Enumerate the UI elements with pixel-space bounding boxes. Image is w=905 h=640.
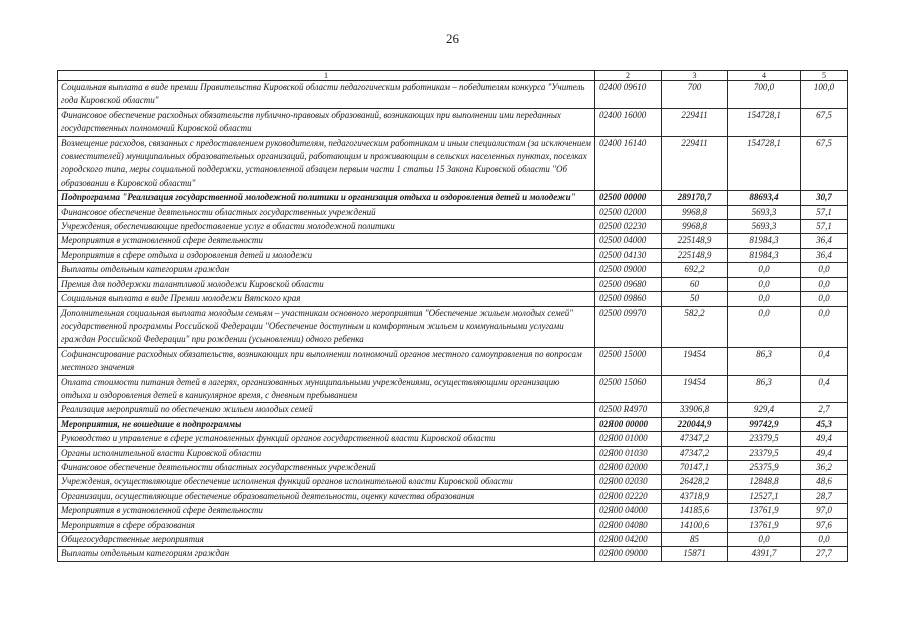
- row-actual-amount: 5693,3: [728, 205, 801, 219]
- row-plan-amount: 700: [662, 81, 728, 109]
- row-code: 02500 09970: [595, 306, 662, 347]
- row-description: Организации, осуществляющие обеспечение образовательной деятельности, оценку качества образования: [58, 489, 595, 503]
- table-row: [58, 446, 848, 460]
- row-actual-amount: 700,0: [728, 81, 801, 109]
- row-execution-percent: 49,4: [801, 432, 848, 446]
- row-description: Мероприятия в установленной сфере деятельности: [58, 504, 595, 518]
- row-description: Мероприятия, не вошедшие в подпрограммы: [58, 417, 595, 431]
- row-actual-amount: 23379,5: [728, 432, 801, 446]
- row-actual-amount: 0,0: [728, 533, 801, 547]
- row-code: 02400 09610: [595, 81, 662, 109]
- row-actual-amount: 86,3: [728, 375, 801, 403]
- row-code: 02500 R4970: [595, 403, 662, 417]
- row-code: 02Я00 00000: [595, 417, 662, 431]
- table-row: [58, 417, 848, 431]
- page-number: 26: [446, 31, 459, 46]
- row-actual-amount: 86,3: [728, 347, 801, 375]
- row-execution-percent: 97,0: [801, 504, 848, 518]
- row-actual-amount: 25375,9: [728, 460, 801, 474]
- row-actual-amount: 154728,1: [728, 136, 801, 191]
- row-actual-amount: 13761,9: [728, 504, 801, 518]
- row-code: 02Я00 09000: [595, 547, 662, 561]
- table-row: [58, 136, 848, 191]
- row-execution-percent: 49,4: [801, 446, 848, 460]
- row-code: 02400 16000: [595, 108, 662, 136]
- row-code: 02500 09000: [595, 263, 662, 277]
- row-actual-amount: 0,0: [728, 292, 801, 306]
- row-execution-percent: 67,5: [801, 108, 848, 136]
- row-plan-amount: 43718,9: [662, 489, 728, 503]
- row-actual-amount: 81984,3: [728, 234, 801, 248]
- row-code: 02Я00 04200: [595, 533, 662, 547]
- row-code: 02500 02000: [595, 205, 662, 219]
- row-code: 02400 16140: [595, 136, 662, 191]
- row-description: Учреждения, обеспечивающие предоставление услуг в области молодежной политики: [58, 220, 595, 234]
- row-execution-percent: 30,7: [801, 191, 848, 205]
- row-execution-percent: 2,7: [801, 403, 848, 417]
- row-actual-amount: 12848,8: [728, 475, 801, 489]
- row-execution-percent: 0,0: [801, 277, 848, 291]
- table-row: [58, 220, 848, 234]
- table-row: [58, 81, 848, 109]
- row-plan-amount: 60: [662, 277, 728, 291]
- table-row: [58, 533, 848, 547]
- row-execution-percent: 0,0: [801, 263, 848, 277]
- row-plan-amount: 692,2: [662, 263, 728, 277]
- row-description: Финансовое обеспечение деятельности областных государственных учреждений: [58, 205, 595, 219]
- row-code: 02Я00 04080: [595, 518, 662, 532]
- row-code: 02500 00000: [595, 191, 662, 205]
- row-execution-percent: 57,1: [801, 205, 848, 219]
- row-plan-amount: 47347,2: [662, 446, 728, 460]
- header-cell-percent: 5: [801, 71, 848, 81]
- row-actual-amount: 929,4: [728, 403, 801, 417]
- table-row: [58, 234, 848, 248]
- header-cell-plan: 3: [662, 71, 728, 81]
- row-execution-percent: 0,4: [801, 375, 848, 403]
- table-row: [58, 205, 848, 219]
- row-execution-percent: 45,3: [801, 417, 848, 431]
- row-plan-amount: 9968,8: [662, 220, 728, 234]
- row-description: Руководство и управление в сфере установленных функций органов государственной власти Кировской области: [58, 432, 595, 446]
- row-execution-percent: 48,6: [801, 475, 848, 489]
- row-actual-amount: 12527,1: [728, 489, 801, 503]
- row-execution-percent: 97,6: [801, 518, 848, 532]
- row-code: 02500 04000: [595, 234, 662, 248]
- row-description: Реализация мероприятий по обеспечению жильем молодых семей: [58, 403, 595, 417]
- row-execution-percent: 0,0: [801, 533, 848, 547]
- budget-table: [57, 70, 848, 562]
- row-plan-amount: 47347,2: [662, 432, 728, 446]
- table-row: [58, 248, 848, 262]
- row-description: Выплаты отдельным категориям граждан: [58, 547, 595, 561]
- table-row: [58, 191, 848, 205]
- table-row: [58, 292, 848, 306]
- row-code: 02Я00 02220: [595, 489, 662, 503]
- table-row: [58, 475, 848, 489]
- row-plan-amount: 229411: [662, 108, 728, 136]
- row-actual-amount: 0,0: [728, 277, 801, 291]
- row-actual-amount: 81984,3: [728, 248, 801, 262]
- table-row: [58, 347, 848, 375]
- row-plan-amount: 15871: [662, 547, 728, 561]
- table-header-row: [58, 71, 848, 81]
- row-plan-amount: 229411: [662, 136, 728, 191]
- row-description: Социальная выплата в виде Премии молодежи Вятского края: [58, 292, 595, 306]
- row-execution-percent: 67,5: [801, 136, 848, 191]
- row-code: 02Я00 04000: [595, 504, 662, 518]
- row-plan-amount: 70147,1: [662, 460, 728, 474]
- row-plan-amount: 582,2: [662, 306, 728, 347]
- row-plan-amount: 9968,8: [662, 205, 728, 219]
- row-description: Дополнительная социальная выплата молодым семьям – участникам основного мероприятия "Обеспечение жильем молодых семей" государственной программы Российской Федерации "Обеспечение доступным и комфортным жильем и коммунальными услугами граждан Российской Федерации" при рождении (усыновлении) одного ребенка: [58, 306, 595, 347]
- row-plan-amount: 19454: [662, 347, 728, 375]
- table-row: [58, 375, 848, 403]
- row-plan-amount: 289170,7: [662, 191, 728, 205]
- row-execution-percent: 28,7: [801, 489, 848, 503]
- row-plan-amount: 50: [662, 292, 728, 306]
- row-code: 02Я00 01000: [595, 432, 662, 446]
- row-actual-amount: 5693,3: [728, 220, 801, 234]
- row-actual-amount: 0,0: [728, 263, 801, 277]
- table-row: [58, 306, 848, 347]
- table-row: [58, 432, 848, 446]
- row-description: Выплаты отдельным категориям граждан: [58, 263, 595, 277]
- row-execution-percent: 0,0: [801, 292, 848, 306]
- row-plan-amount: 14185,6: [662, 504, 728, 518]
- row-description: Оплата стоимости питания детей в лагерях, организованных муниципальными учреждениями, осуществляющими организацию отдыха и оздоровления детей в каникулярное время, с дневным пребыванием: [58, 375, 595, 403]
- header-cell-actual: 4: [728, 71, 801, 81]
- row-description: Финансовое обеспечение расходных обязательств публично-правовых образований, возникающих при выполнении ими переданных государственных полномочий Кировской области: [58, 108, 595, 136]
- table-row: [58, 263, 848, 277]
- row-code: 02Я00 01030: [595, 446, 662, 460]
- row-code: 02Я00 02000: [595, 460, 662, 474]
- row-code: 02500 09860: [595, 292, 662, 306]
- row-code: 02500 15060: [595, 375, 662, 403]
- row-description: Софинансирование расходных обязательств, возникающих при выполнении полномочий органов местного самоуправления по вопросам местного значения: [58, 347, 595, 375]
- table-row: [58, 547, 848, 561]
- row-execution-percent: 57,1: [801, 220, 848, 234]
- table-row: [58, 403, 848, 417]
- row-execution-percent: 0,0: [801, 306, 848, 347]
- row-actual-amount: 13761,9: [728, 518, 801, 532]
- row-execution-percent: 36,4: [801, 248, 848, 262]
- row-plan-amount: 14100,6: [662, 518, 728, 532]
- table-row: [58, 108, 848, 136]
- row-plan-amount: 19454: [662, 375, 728, 403]
- row-plan-amount: 26428,2: [662, 475, 728, 489]
- row-description: Мероприятия в установленной сфере деятельности: [58, 234, 595, 248]
- row-description: Возмещение расходов, связанных с предоставлением руководителям, педагогическим работникам и иным специалистам (за исключением совместителей) муниципальных образовательных организаций, работающим и проживающим в сельских населенных пунктах, поселках городского типа, меры социальной поддержки, установленной абзацем первым части 1 статьи 15 Закона Кировской области "Об образовании в Кировской области": [58, 136, 595, 191]
- row-description: Мероприятия в сфере образования: [58, 518, 595, 532]
- table-row: [58, 489, 848, 503]
- row-actual-amount: 99742,9: [728, 417, 801, 431]
- row-plan-amount: 225148,9: [662, 234, 728, 248]
- row-execution-percent: 27,7: [801, 547, 848, 561]
- row-plan-amount: 225148,9: [662, 248, 728, 262]
- header-cell-description: 1: [58, 71, 595, 81]
- row-execution-percent: 100,0: [801, 81, 848, 109]
- row-execution-percent: 0,4: [801, 347, 848, 375]
- row-actual-amount: 4391,7: [728, 547, 801, 561]
- row-description: Премия для поддержки талантливой молодежи Кировской области: [58, 277, 595, 291]
- row-description: Учреждения, осуществляющие обеспечение исполнения функций органов исполнительной власти Кировской области: [58, 475, 595, 489]
- row-execution-percent: 36,2: [801, 460, 848, 474]
- row-actual-amount: 23379,5: [728, 446, 801, 460]
- row-description: Социальная выплата в виде премии Правительства Кировской области педагогическим работникам – победителям конкурса "Учитель года Кировской области": [58, 81, 595, 109]
- row-execution-percent: 36,4: [801, 234, 848, 248]
- row-plan-amount: 33906,8: [662, 403, 728, 417]
- row-actual-amount: 154728,1: [728, 108, 801, 136]
- table-row: [58, 460, 848, 474]
- row-actual-amount: 88693,4: [728, 191, 801, 205]
- row-code: 02500 09680: [595, 277, 662, 291]
- row-description: Органы исполнительной власти Кировской области: [58, 446, 595, 460]
- row-plan-amount: 85: [662, 533, 728, 547]
- table-row: [58, 277, 848, 291]
- row-actual-amount: 0,0: [728, 306, 801, 347]
- table-row: [58, 518, 848, 532]
- header-cell-code: 2: [595, 71, 662, 81]
- row-description: Подпрограмма "Реализация государственной молодежной политики и организация отдыха и оздоровления детей и молодежи": [58, 191, 595, 205]
- row-description: Общегосударственные мероприятия: [58, 533, 595, 547]
- row-code: 02500 04130: [595, 248, 662, 262]
- row-description: Финансовое обеспечение деятельности областных государственных учреждений: [58, 460, 595, 474]
- row-code: 02Я00 02030: [595, 475, 662, 489]
- table-row: [58, 504, 848, 518]
- row-code: 02500 15000: [595, 347, 662, 375]
- row-plan-amount: 220044,9: [662, 417, 728, 431]
- budget-table-body: [58, 71, 848, 562]
- row-code: 02500 02230: [595, 220, 662, 234]
- row-description: Мероприятия в сфере отдыха и оздоровления детей и молодежи: [58, 248, 595, 262]
